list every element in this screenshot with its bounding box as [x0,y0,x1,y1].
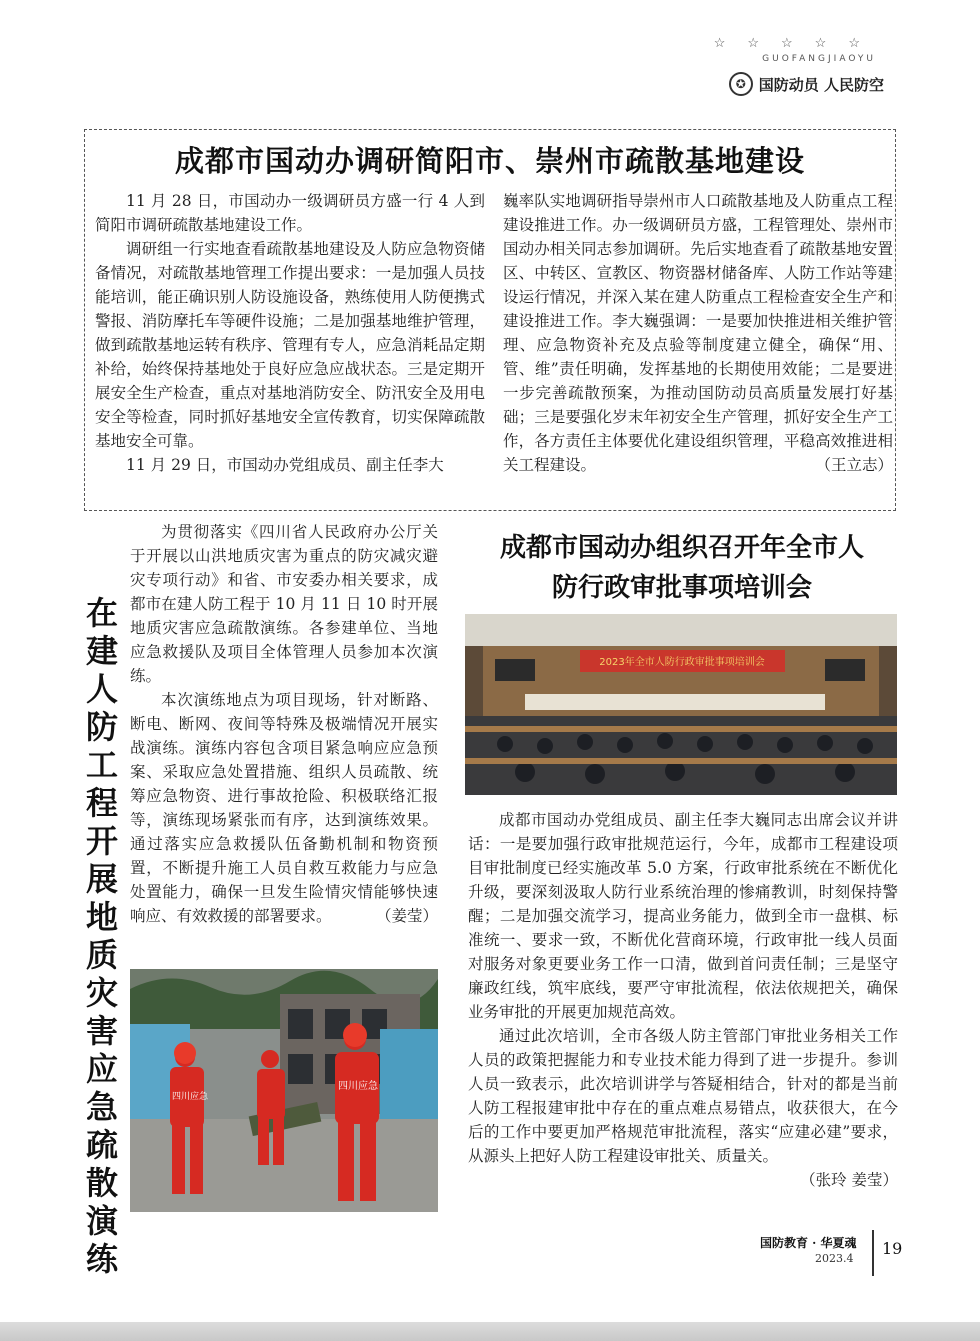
article1-column-right [503,189,893,477]
article2-title-char: 防 [85,708,118,746]
rescue-vest-label: 四川应急 [338,1081,378,1092]
article2-title-char: 建 [85,632,118,670]
article3-title-line: 防行政审批事项培训会 [551,573,812,603]
article2-title-char: 散 [85,1164,118,1202]
article2-title-char: 地 [85,898,118,936]
article2-title-char: 质 [85,936,118,974]
article2-paragraph [130,688,438,928]
article1-paragraph: 11 月 29 日，市国动办党组成员、副主任李大 [126,456,444,474]
article1-author: （王立志） [815,456,893,474]
article1-paragraph [503,189,893,477]
brand-row [729,72,884,96]
article3-title-line: 成都市国动办组织召开年全市人 [499,533,864,563]
page-edge-strip [0,1322,980,1341]
article2-title-char: 程 [85,784,118,822]
article2-paragraph: 为贯彻落实《四川省人民政府办公厅关于开展以山洪地质灾害为重点的防灾减灾避灾专项行动》和省、市安委办相关要求，成都市在建人防工程于 10 月 11 日 10 时开展地质灾害应急疏散演练。各参建单位、当地应急救援队及项目全体管理人员参加本次演练。 [130,523,438,685]
article3-title [462,528,902,608]
article2-title-char: 急 [85,1088,118,1126]
article3-paragraph [468,1024,898,1189]
article2-title-char: 开 [85,822,118,860]
rescue-vest-label: 四川应急 [172,1092,209,1102]
article1-paragraph: 11 月 28 日，市国动办一级调研员方盛一行 4 人到简阳市调研疏散基地建设工作。 [95,192,485,234]
article2-paragraph-text: 本次演练地点为项目现场，针对断路、断电、断网、夜间等特殊及极端情况开展实战演练。演练内容包含项目紧急响应应急预案、采取应急处置措施、组织人员疏散、统筹应急物资、进行事故抢险、积极联络汇报等，演练现场紧张而有序，达到演练效果。通过落实应急救援队伍备勤机制和物资预置，不断提升施工人员自救互救能力与应急处置能力，确保一旦发生险情灾情能够快速响应、有效救援的部署要求。 [130,691,438,925]
article1-paragraph: 调研组一行实地查看疏散基地建设及人防应急物资储备情况，对疏散基地管理工作提出要求：一是加强人员技能培训，能正确识别人防设施设备，熟练使用人防便携式警报、消防摩托车等硬件设施；二是加强基地维护管理，做到疏散基地运转有秩序、管理有专人，应急消耗品定期补给，始终保持基地处于良好应急应战状态。三是定期开展安全生产检查，重点对基地消防安全、防汛安全及用电安全等检查，同时抓好基地安全宣传教育，切实保障疏散基地安全可靠。 [95,240,485,450]
article3-paragraph-text: 通过此次培训，全市各级人防主管部门审批业务相关工作人员的政策把握能力和专业技术能力得到了进一步提升。参训人员一致表示，此次培训讲学与答疑相结合，针对的都是当前人防工程报建审批中存在的重点难点易错点，收获很大，在今后的工作中要更加严格规范审批流程，落实“应建必建”要求，从源头上把好人防工程建设审批关、质量关。 [468,1027,898,1165]
article2-author: （姜莹） [375,907,438,925]
article2-title-char: 在 [85,594,118,632]
article1-paragraph-text: 巍率队实地调研指导崇州市人口疏散基地及人防重点工程建设推进工作。办一级调研员方盛，工程管理处、崇州市国动办相关同志参加调研。先后实地查看了疏散基地安置区、中转区、宣教区、物资器材储备库、人防工作站等建设运行情况，并深入某在建人防重点工程检查安全生产和建设推进工作。李大巍强调：一是要加快推进相关维护管理、应急物资补充及点验等制度建立健全，确保“用、管、维”责任明确，发挥基地的长期使用效能；二是要进一步完善疏散预案，为推动国防动员高质量发展打好基础；三是要强化岁末年初安全生产管理，抓好安全生产工作，各方责任主体要优化建设组织管理，平稳高效推进相关工程建设。 [503,192,893,474]
article2-title-char: 疏 [85,1126,118,1164]
page-number: 19 [882,1239,903,1258]
article2-title-char: 演 [85,1202,118,1240]
article2-title-char: 工 [85,746,118,784]
article3-body [468,808,898,1192]
article2-title-char: 应 [85,1050,118,1088]
national-defense-emblem-icon: ✪ [729,72,753,96]
article1-column-left [95,189,485,477]
article2-title-char: 练 [85,1240,118,1278]
footer-magazine-name: 国防教育 · 华夏魂 [760,1236,857,1250]
article3-author: （张玲 姜莹） [800,1171,898,1189]
meeting-banner-text: 2023年全市人防行政审批事项培训会 [599,657,765,668]
drill-rescue-photo [130,969,438,1212]
brand-pinyin: GUOFANGJIAOYU [762,54,876,64]
footer-divider [872,1230,874,1276]
article2-vertical-title [80,594,124,1278]
header-stars: ☆☆☆☆☆ [713,36,882,51]
article2-title-char: 灾 [85,974,118,1012]
footer-issue-number: 2023.4 [815,1252,854,1265]
article1-title: 成都市国动办调研简阳市、崇州市疏散基地建设 [174,144,805,178]
article2-body [130,520,438,928]
training-meeting-photo [465,614,897,795]
article2-title-char: 展 [85,860,118,898]
article3-paragraph: 成都市国动办党组成员、副主任李大巍同志出席会议并讲话：一是要加强行政审批规范运行，今年，成都市工程建设项目审批制度已经实施改革 5.0 方案，行政审批系统在不断优化升级，要深刻汲取人防行业系统治理的惨痛教训，时刻保持警醒；二是加强交流学习，提高业务能力，做到全市一盘棋、标准统一、要求一致，不断优化营商环境，行政审批一线人员面对服务对象更要业务工作一口清，做到首问责任制；三是坚守廉政红线，筑牢底线，要严守审批流程，依法依规把关，确保业务审批的开展更加规范高效。 [468,811,898,1021]
article2-title-char: 人 [85,670,118,708]
brand-column-name: 国防动员 人民防空 [758,75,884,94]
article2-title-char: 害 [85,1012,118,1050]
